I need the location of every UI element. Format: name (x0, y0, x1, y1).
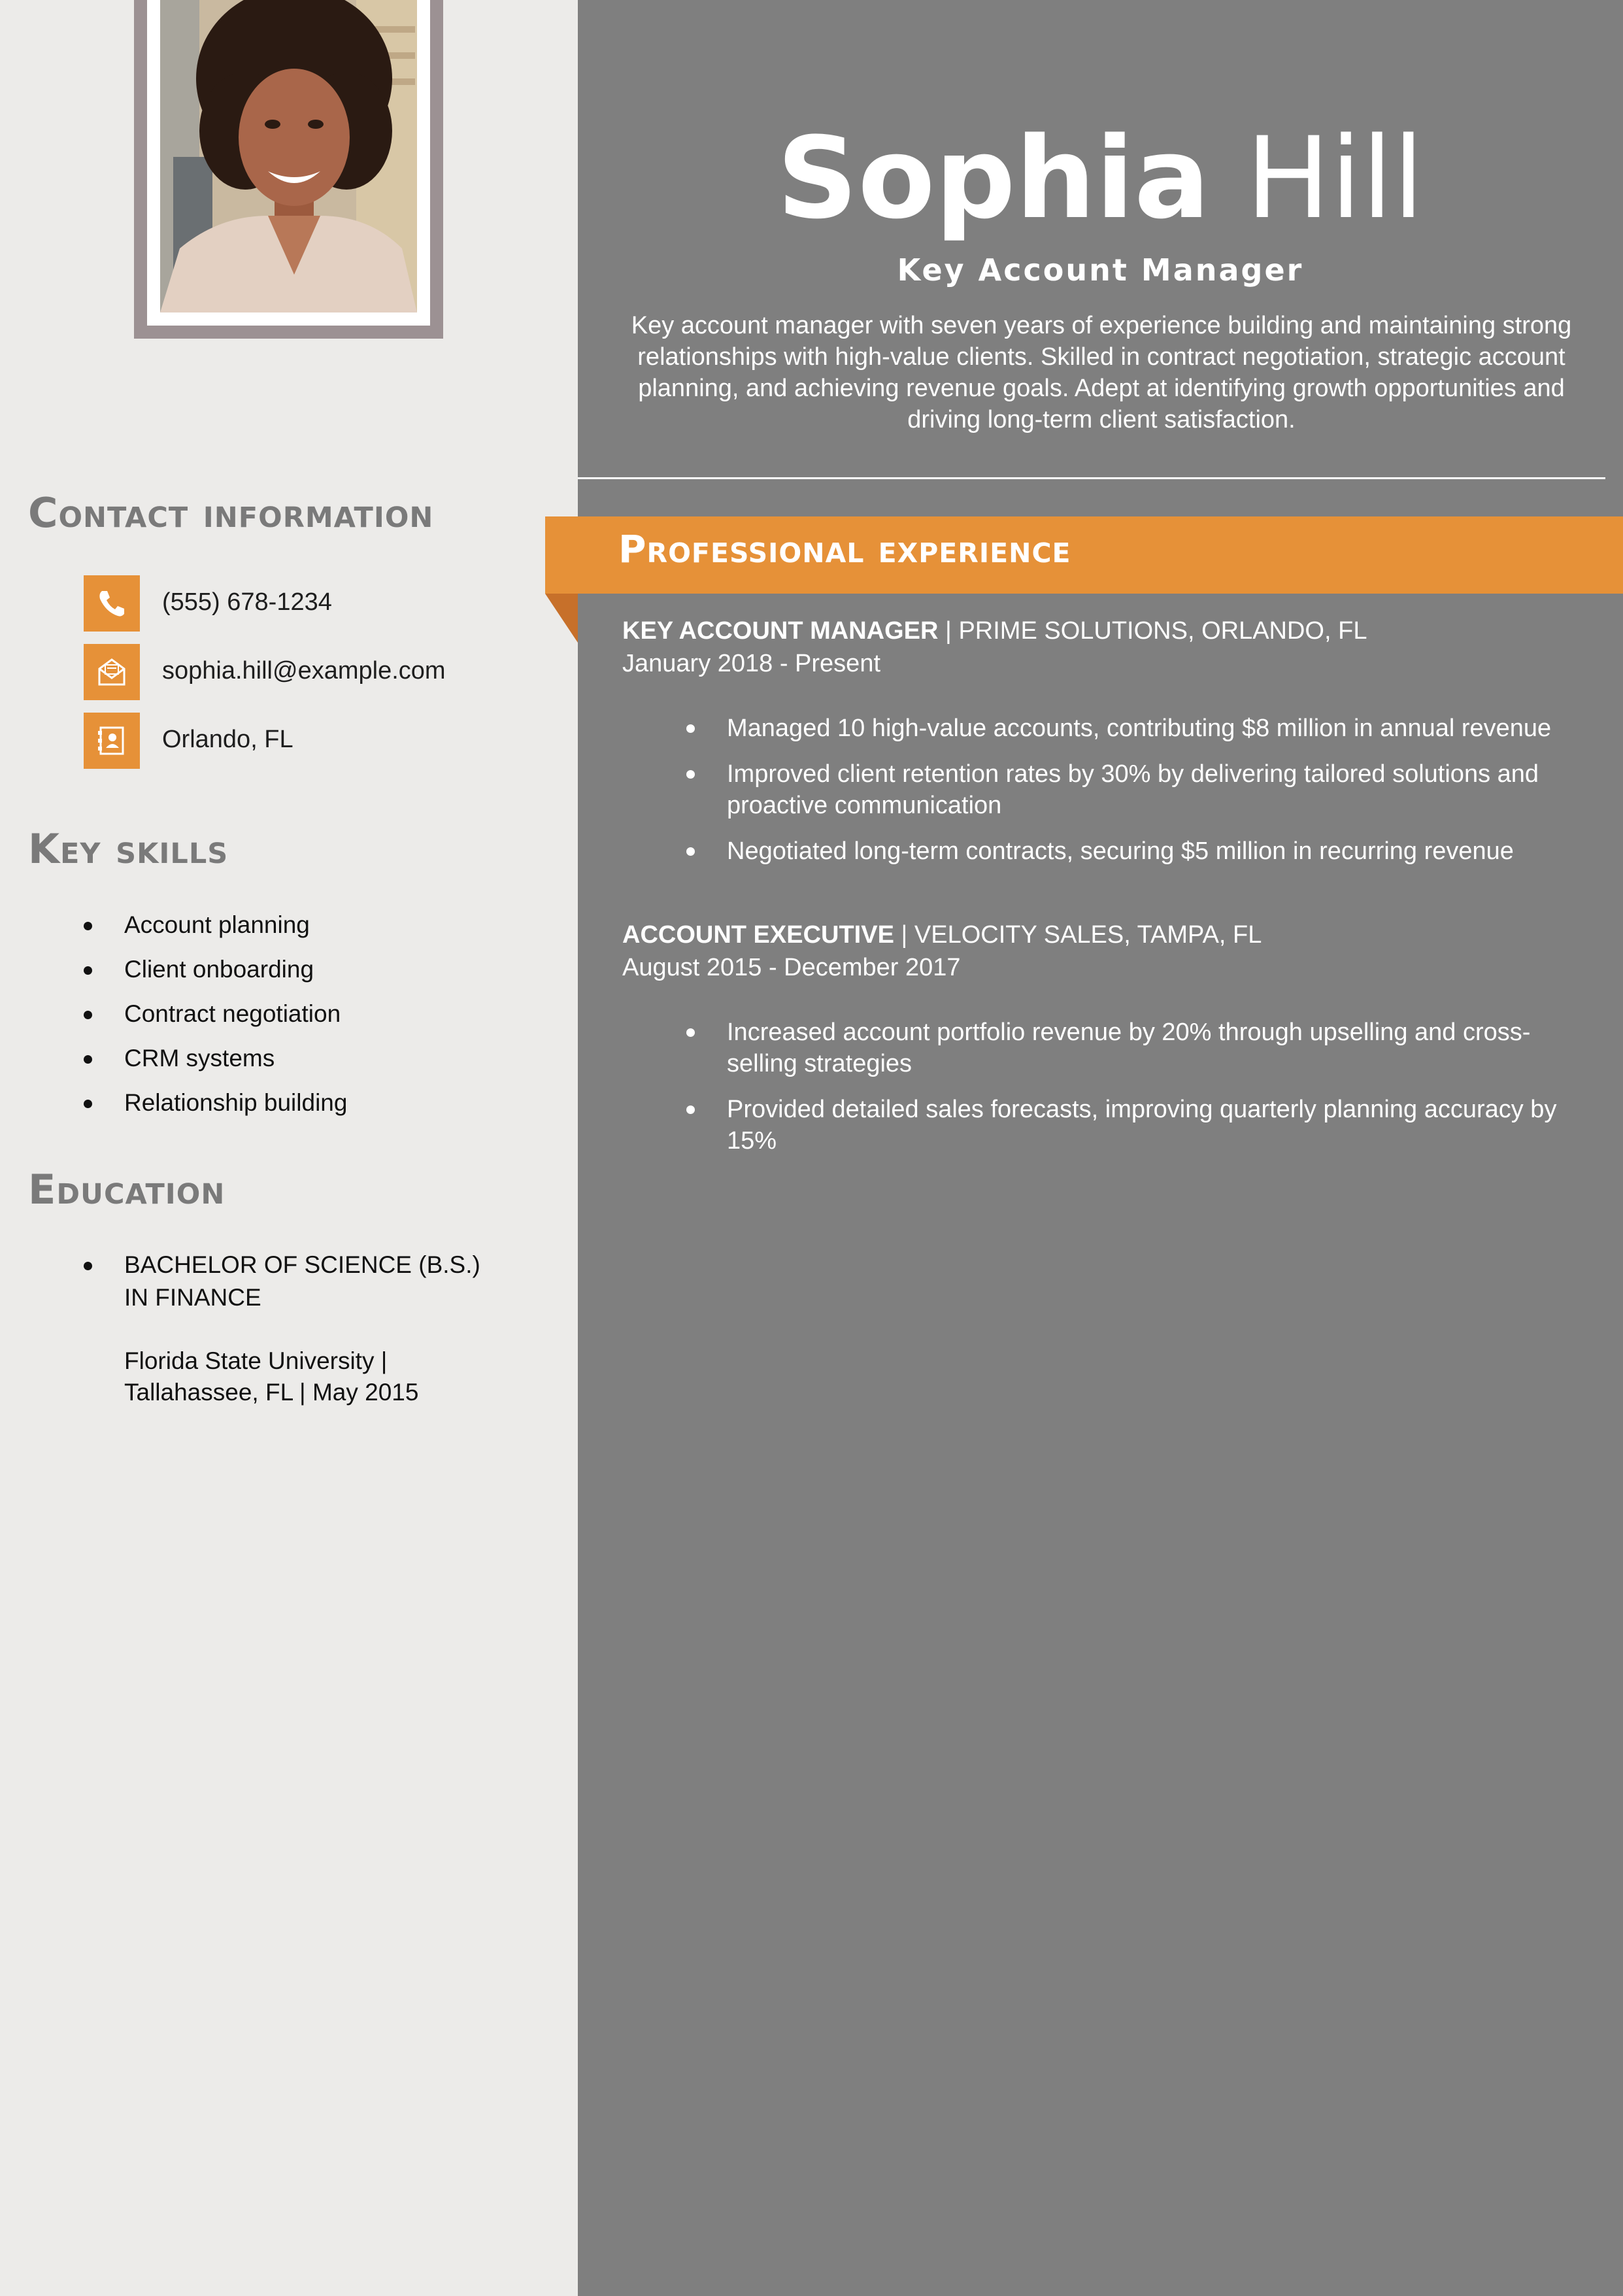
job-company: | PRIME SOLUTIONS, ORLANDO, FL (938, 617, 1367, 645)
skills-heading: Key skills (28, 825, 229, 873)
summary: Key account manager with seven years of experience building and maintaining strong relationships with high-value clients. Skilled in contract negotiation, strategic account planning, and achieving revenue goals. Adept at identifying growth opportunities and driving long-term client satisfaction. (631, 312, 1572, 433)
list-item: Account planning (84, 909, 347, 953)
job-title: Key Account Manager (897, 252, 1304, 288)
education-heading: Education (28, 1166, 226, 1213)
job-role: KEY ACCOUNT MANAGER (622, 617, 939, 645)
header-divider (578, 477, 1605, 479)
job-entry (622, 919, 1590, 1171)
candidate-name (578, 112, 1623, 244)
skills-list (84, 909, 347, 1131)
job-entry (622, 615, 1590, 881)
photo-mat (147, 0, 430, 326)
last-name: Hill (1245, 112, 1424, 244)
job-header (622, 615, 1590, 647)
job-bullets (727, 1017, 1590, 1156)
profile-photo (160, 0, 417, 312)
banner-fold (545, 594, 578, 643)
list-item: Client onboarding (84, 953, 347, 998)
job-bullets (727, 713, 1590, 867)
email-address: sophia.hill@example.com (162, 657, 446, 684)
contact-location-row (84, 713, 567, 769)
job-company: | VELOCITY SALES, TAMPA, FL (894, 921, 1262, 949)
school: Florida State University | Tallahassee, FL | May 2015 (124, 1347, 419, 1406)
phone-number: (555) 678-1234 (162, 588, 332, 616)
job-dates: August 2015 - December 2017 (622, 954, 961, 981)
list-item: CRM systems (84, 1042, 347, 1087)
contact-heading: Contact information (28, 489, 434, 537)
list-item: Relationship building (84, 1087, 347, 1131)
list-item: Increased account portfolio revenue by 20% through upselling and cross-selling strategies (727, 1017, 1590, 1079)
phone-icon (84, 575, 140, 632)
list-item: Managed 10 high-value accounts, contributing $8 million in annual revenue (727, 713, 1590, 744)
list-item: Improved client retention rates by 30% by delivering tailored solutions and proactive communication (727, 758, 1590, 821)
envelope-icon (84, 644, 140, 700)
job-header (622, 919, 1590, 951)
job-role: ACCOUNT EXECUTIVE (622, 921, 894, 949)
location: Orlando, FL (162, 726, 293, 753)
experience-heading: Professional experience (618, 527, 1071, 571)
degree: BACHELOR OF SCIENCE (B.S.) IN FINANCE (84, 1249, 502, 1314)
contact-card-icon (84, 713, 140, 769)
first-name: Sophia (777, 112, 1211, 244)
education-entry (84, 1249, 567, 1408)
photo-frame (134, 0, 443, 339)
list-item: Negotiated long-term contracts, securing $5 million in recurring revenue (727, 836, 1590, 867)
job-dates: January 2018 - Present (622, 650, 881, 677)
sidebar (0, 0, 578, 2296)
list-item: Contract negotiation (84, 998, 347, 1042)
contact-phone-row (84, 575, 567, 632)
list-item: Provided detailed sales forecasts, improving quarterly planning accuracy by 15% (727, 1094, 1590, 1156)
contact-email-row (84, 644, 567, 700)
